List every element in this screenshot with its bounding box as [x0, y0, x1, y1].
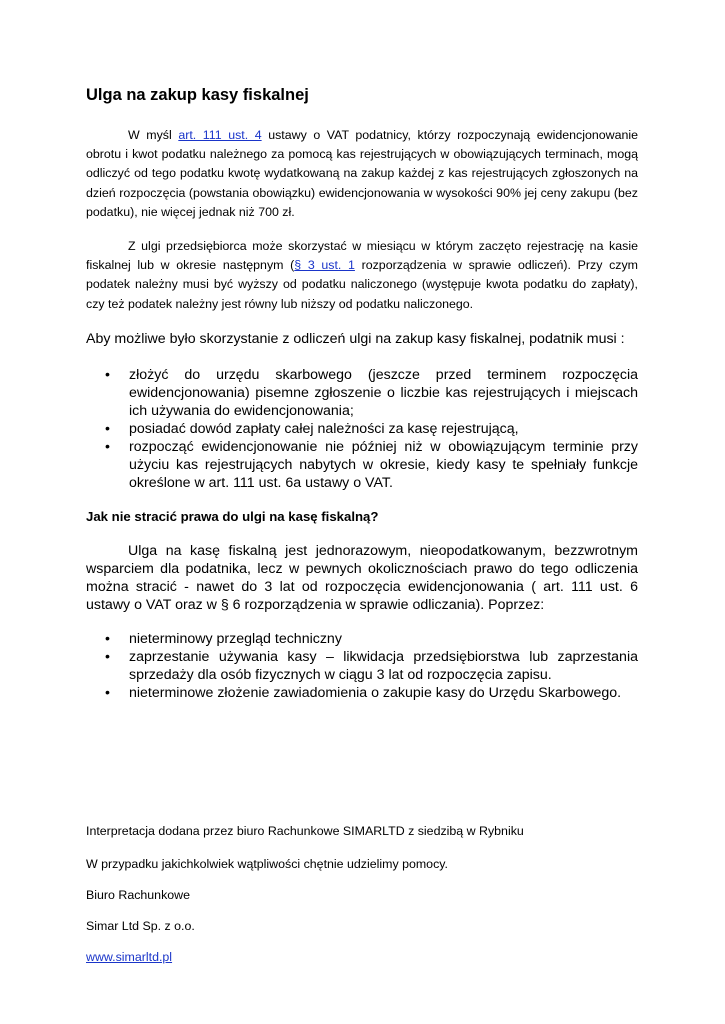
article-111-link[interactable]: art. 111 ust. 4: [178, 128, 262, 142]
paragraph-timing-text-start: Z ulgi przedsiębiorca może skorzystać w miesiącu w którym zaczęto rejestrację na kasie fiskalnej lub w okresie następnym (: [86, 239, 638, 273]
footer-company: Simar Ltd Sp. z o.o.: [86, 919, 195, 933]
paragraph-timing: [86, 237, 638, 314]
list-item: [86, 630, 638, 648]
paragraph-3-link[interactable]: § 3 ust. 1: [294, 258, 355, 273]
list-item: [86, 420, 638, 438]
footer-help: W przypadku jakichkolwiek wątpliwości chętnie udzielimy pomocy.: [86, 857, 448, 871]
bullet-icon: •: [105, 685, 110, 701]
list-item-text: zaprzestanie używania kasy – likwidacja przedsiębiorstwa lub zaprzestania sprzedaży dla osób fizycznych w ciągu 3 lat od rozpoczęcia zapisu.: [129, 649, 638, 683]
paragraph-intro-text-end: ustawy o VAT podatnicy, którzy rozpoczynają ewidencjonowanie obrotu i kwot podatku należnego za pomocą kas rejestrujących w obowiązujących terminach, mogą odliczyć od tego podatku kwotę wydatkowaną na zakup każdej z kas rejestrujących zgłoszonych na dzień rozpoczęcia (powstania obowiązku) ewidencjonowania w wysokości 90% jej ceny zakupu (bez podatku), nie więcej jednak niż 700 zł.: [86, 128, 638, 219]
footer-link-line: [86, 950, 172, 964]
website-link[interactable]: www.simarltd.pl: [86, 950, 173, 964]
paragraph-intro: [86, 126, 638, 222]
list-item-text: nieterminowy przegląd techniczny: [129, 631, 342, 647]
bullet-icon: •: [105, 421, 110, 437]
paragraph-timing-text-end: rozporządzenia w sprawie odliczeń). Przy czym podatek należny musi być wyższy od podatku naliczonego (występuje kwota podatku do zapłaty), czy też podatek należny jest równy lub niższy od podatku naliczonego.: [86, 258, 638, 311]
section-heading: Jak nie stracić prawa do ulgi na kasę fiskalną?: [86, 509, 379, 524]
page-title: Ulga na zakup kasy fiskalnej: [86, 86, 309, 104]
bullet-icon: •: [105, 631, 110, 647]
list-item-text: złożyć do urzędu skarbowego (jeszcze przed terminem rozpoczęcia ewidencjonowania) pisemne zgłoszenie o liczbie kas rejestrujących i miejscach ich używania do ewidencjonowania;: [129, 367, 638, 419]
list-item: [86, 366, 638, 420]
footer-interpretation: Interpretacja dodana przez biuro Rachunkowe SIMARLTD z siedzibą w Rybniku: [86, 824, 524, 838]
bullet-icon: •: [105, 367, 110, 383]
paragraph-intro-text-start: W myśl: [128, 128, 179, 142]
bullet-icon: •: [105, 649, 110, 665]
list-item: [86, 438, 638, 492]
list-item: [86, 684, 638, 702]
list-item-text: posiadać dowód zapłaty całej należności za kasę rejestrującą,: [129, 421, 519, 437]
list-item-text: nieterminowe złożenie zawiadomienia o zakupie kasy do Urzędu Skarbowego.: [129, 685, 622, 701]
requirements-intro: Aby możliwe było skorzystanie z odliczeń ulgi na zakup kasy fiskalnej, podatnik musi :: [86, 331, 625, 347]
paragraph-loss: Ulga na kasę fiskalną jest jednorazowym, nieopodatkowanym, bezzwrotnym wsparciem dla podatnika, lecz w pewnych okolicznościach prawo do tego odliczenia można stracić - nawet do 3 lat od rozpoczęcia ewidencjonowania ( art. 111 ust. 6 ustawy o VAT oraz w § 6 rozporządzenia w sprawie odliczania). Poprzez:: [86, 543, 638, 613]
loss-conditions-list: [86, 630, 638, 702]
requirements-list: [86, 366, 638, 492]
footer-office: Biuro Rachunkowe: [86, 888, 191, 902]
bullet-icon: •: [105, 439, 110, 455]
list-item: [86, 648, 638, 684]
list-item-text: rozpocząć ewidencjonowanie nie później niż w obowiązującym terminie przy użyciu kas rejestrujących nabytych w okresie, kiedy kasy te spełniały funkcje określone w art. 111 ust. 6a ustawy o VAT.: [129, 439, 638, 491]
